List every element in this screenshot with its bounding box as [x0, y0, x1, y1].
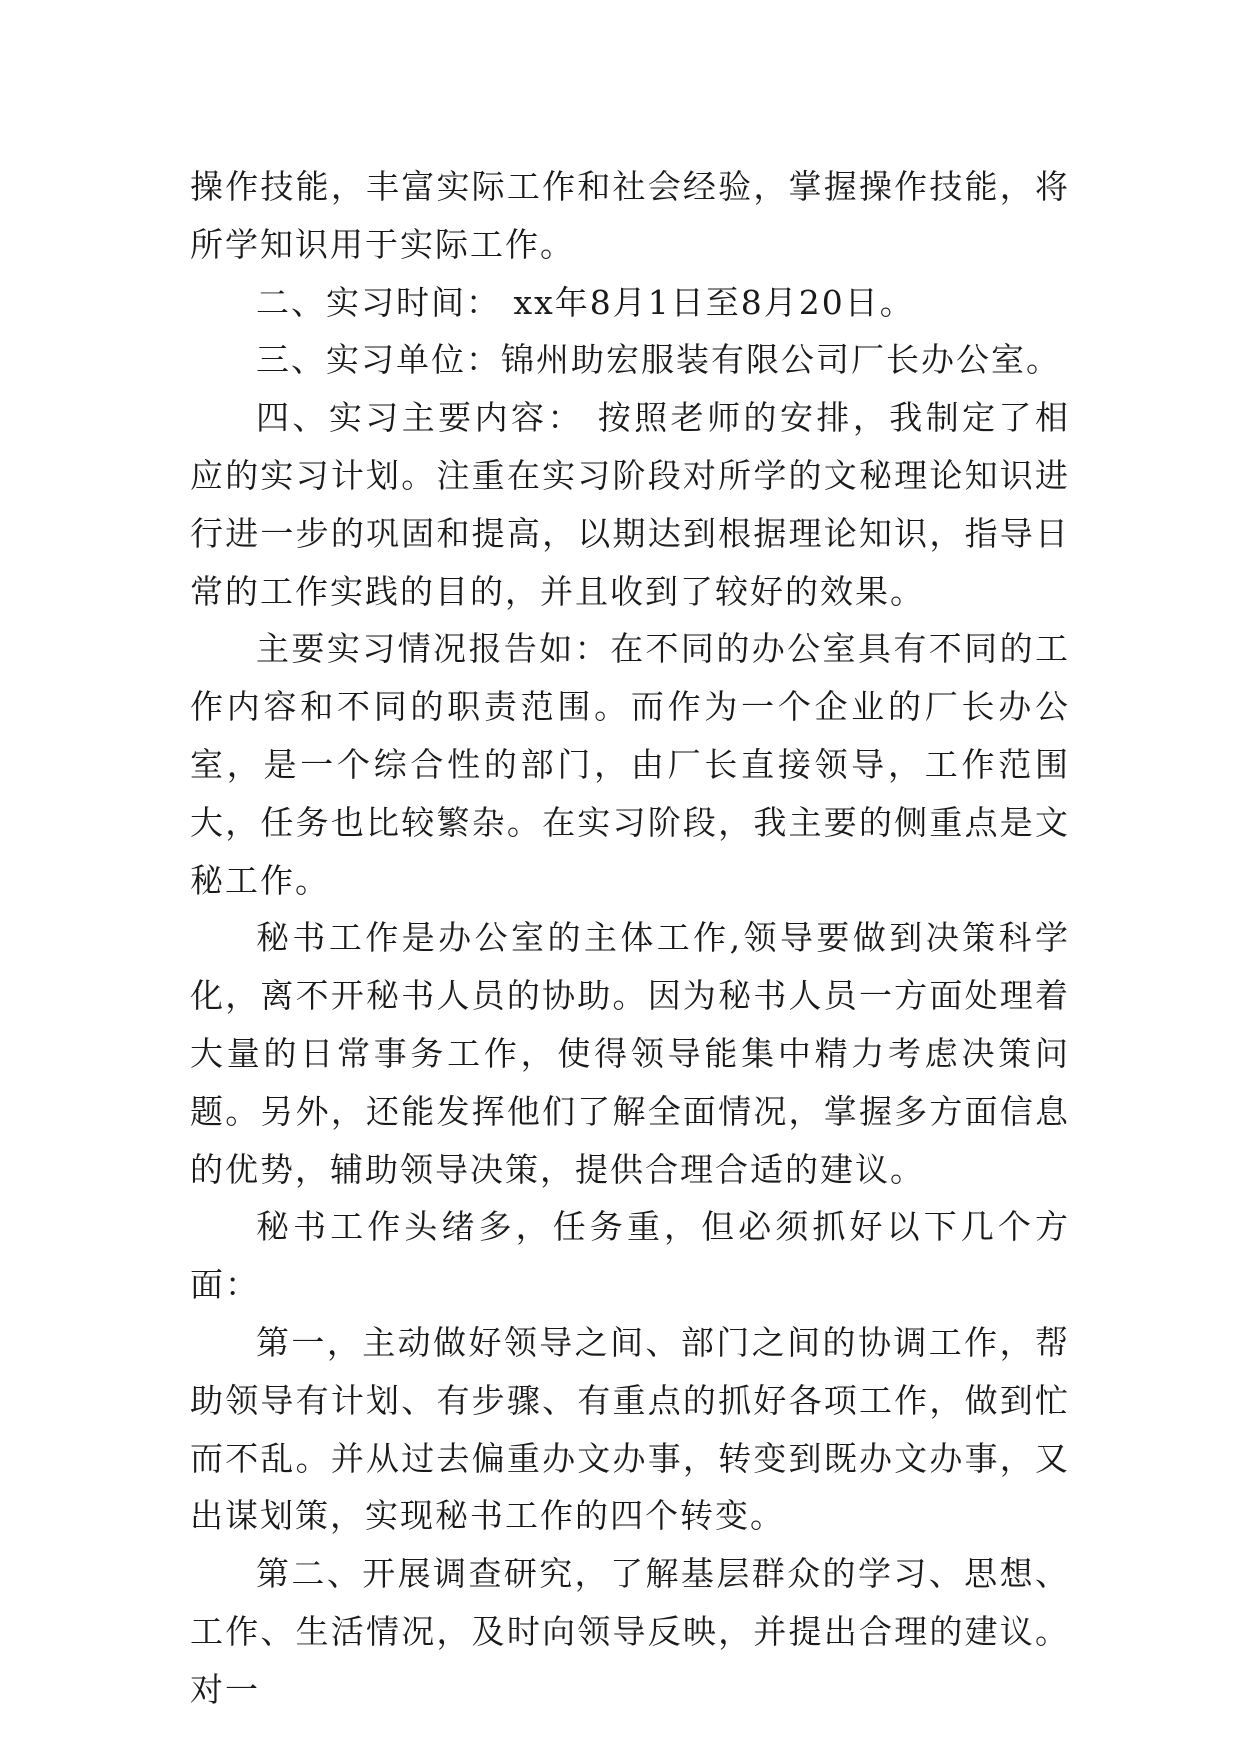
paragraph-6: 秘书工作是办公室的主体工作,领导要做到决策科学化，离不开秘书人员的协助。因为秘书人员一方面处理着大量的日常事务工作，使得领导能集中精力考虑决策问题。另外，还能发挥他们了解全面情况，掌握多方面信息的优势，辅助领导决策，提供合理合适的建议。: [190, 918, 1070, 1189]
paragraph-4: 四、实习主要内容： 按照老师的安排，我制定了相应的实习计划。注重在实习阶段对所学的文秘理论知识进行进一步的巩固和提高，以期达到根据理论知识，指导日常的工作实践的目的，并且收到了较好的效果。: [190, 398, 1070, 611]
document-body: [190, 158, 1070, 1719]
paragraph-3: 三、实习单位：锦州助宏服装有限公司厂长办公室。: [256, 340, 1061, 380]
paragraph-7: 秘书工作头绪多，任务重，但必须抓好以下几个方面：: [190, 1207, 1070, 1305]
paragraph-2: 二、实习时间： xx年8月1日至8月20日。: [256, 282, 915, 322]
paragraph-8: 第一，主动做好领导之间、部门之间的协调工作，帮助领导有计划、有步骤、有重点的抓好各项工作，做到忙而不乱。并从过去偏重办文办事，转变到既办文办事，又出谋划策，实现秘书工作的四个转变。: [190, 1322, 1070, 1536]
paragraph-5: 主要实习情况报告如：在不同的办公室具有不同的工作内容和不同的职责范围。而作为一个企业的厂长办公室，是一个综合性的部门，由厂长直接领导，工作范围大，任务也比较繁杂。在实习阶段，我主要的侧重点是文秘工作。: [190, 629, 1070, 900]
paragraph-1: 操作技能，丰富实际工作和社会经验，掌握操作技能，将所学知识用于实际工作。: [190, 167, 1070, 264]
paragraph-9: 第二、开展调查研究，了解基层群众的学习、思想、工作、生活情况，及时向领导反映，并提出合理的建议。对一: [190, 1554, 1070, 1709]
